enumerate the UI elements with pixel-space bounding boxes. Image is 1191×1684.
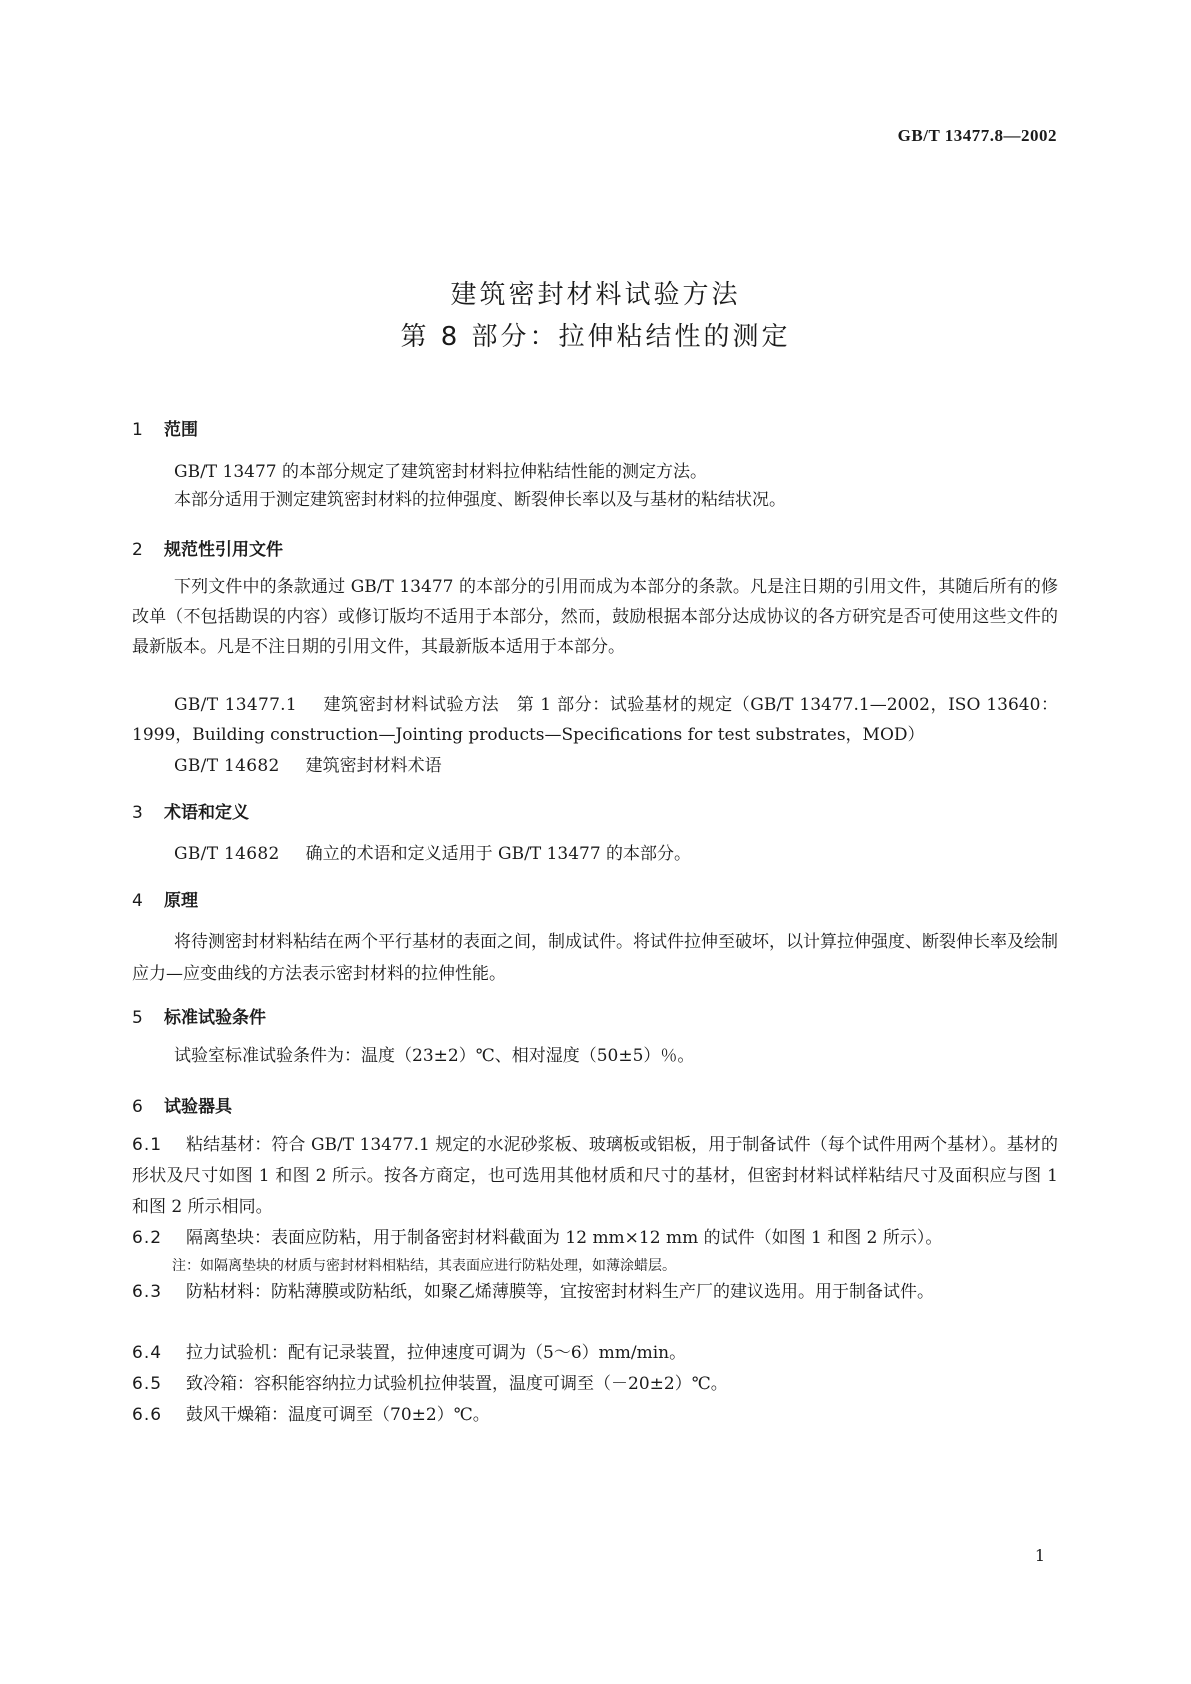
section-heading-5: 5 标准试验条件 <box>132 1008 266 1028</box>
paragraph: 下列文件中的条款通过 GB/T 13477 的本部分的引用而成为本部分的条款。凡是注日期的引用文件，其随后所有的修改单（不包括勘误的内容）或修订版均不适用于本部分，然而，鼓励根据本部分达成协议的各方研究是否可使用这些文件的最新版本。凡是不注日期的引用文件，其最新版本适用于本部分。 <box>132 577 1058 657</box>
clause-6-2: 6.2 隔离垫块：表面应防粘，用于制备密封材料截面为 12 mm×12 mm 的试件（如图 1 和图 2 所示）。 <box>132 1228 943 1248</box>
paragraph: GB/T 14682 确立的术语和定义适用于 GB/T 13477 的本部分。 <box>174 844 692 864</box>
section-heading-3: 3 术语和定义 <box>132 803 249 823</box>
reference-item: GB/T 14682 建筑密封材料术语 <box>174 756 442 776</box>
section-heading-4: 4 原理 <box>132 891 198 911</box>
paragraph: GB/T 13477 的本部分规定了建筑密封材料拉伸粘结性能的测定方法。 <box>174 462 708 482</box>
note: 注：如隔离垫块的材质与密封材料相粘结，其表面应进行防粘处理，如薄涂蜡层。 <box>172 1258 676 1274</box>
clause-6-3: 6.3 防粘材料：防粘薄膜或防粘纸，如聚乙烯薄膜等，宜按密封材料生产厂的建议选用。用于制备试件。 <box>132 1282 934 1302</box>
document-title-line1: 建筑密封材料试验方法 <box>450 280 741 310</box>
reference-item: GB/T 13477.1 建筑密封材料试验方法 第 1 部分：试验基材的规定（GB/T 13477.1—2002，ISO 13640：1999，Building construction—Jointing products—Specifications for test substrates，MOD） <box>132 695 1058 745</box>
section-heading-1: 1 范围 <box>132 420 198 440</box>
standard-code: GB/T 13477.8—2002 <box>897 126 1057 145</box>
paragraph: 本部分适用于测定建筑密封材料的拉伸强度、断裂伸长率以及与基材的粘结状况。 <box>174 490 786 510</box>
paragraph: 将待测密封材料粘结在两个平行基材的表面之间，制成试件。将试件拉伸至破坏，以计算拉伸强度、断裂伸长率及绘制应力—应变曲线的方法表示密封材料的拉伸性能。 <box>132 932 1058 984</box>
clause-6-5: 6.5 致冷箱：容积能容纳拉力试验机拉伸装置，温度可调至（－20±2）℃。 <box>132 1374 728 1394</box>
section-heading-6: 6 试验器具 <box>132 1097 232 1117</box>
clause-6-6: 6.6 鼓风干燥箱：温度可调至（70±2）℃。 <box>132 1405 490 1425</box>
clause-6-1: 6.1 粘结基材：符合 GB/T 13477.1 规定的水泥砂浆板、玻璃板或铝板，用于制备试件（每个试件用两个基材）。基材的形状及尺寸如图 1 和图 2 所示。按各方商定，也可选用其他材质和尺寸的基材，但密封材料试样粘结尺寸及面积应与图 1 和图 2 所示相同。 <box>132 1135 1058 1217</box>
document-title-line2: 第 8 部分：拉伸粘结性的测定 <box>400 322 791 352</box>
paragraph: 试验室标准试验条件为：温度（23±2）℃、相对湿度（50±5）％。 <box>174 1046 695 1066</box>
section-heading-2: 2 规范性引用文件 <box>132 540 283 560</box>
clause-6-4: 6.4 拉力试验机：配有记录装置，拉伸速度可调为（5～6）mm/min。 <box>132 1343 687 1363</box>
page-number: 1 <box>1034 1546 1045 1565</box>
